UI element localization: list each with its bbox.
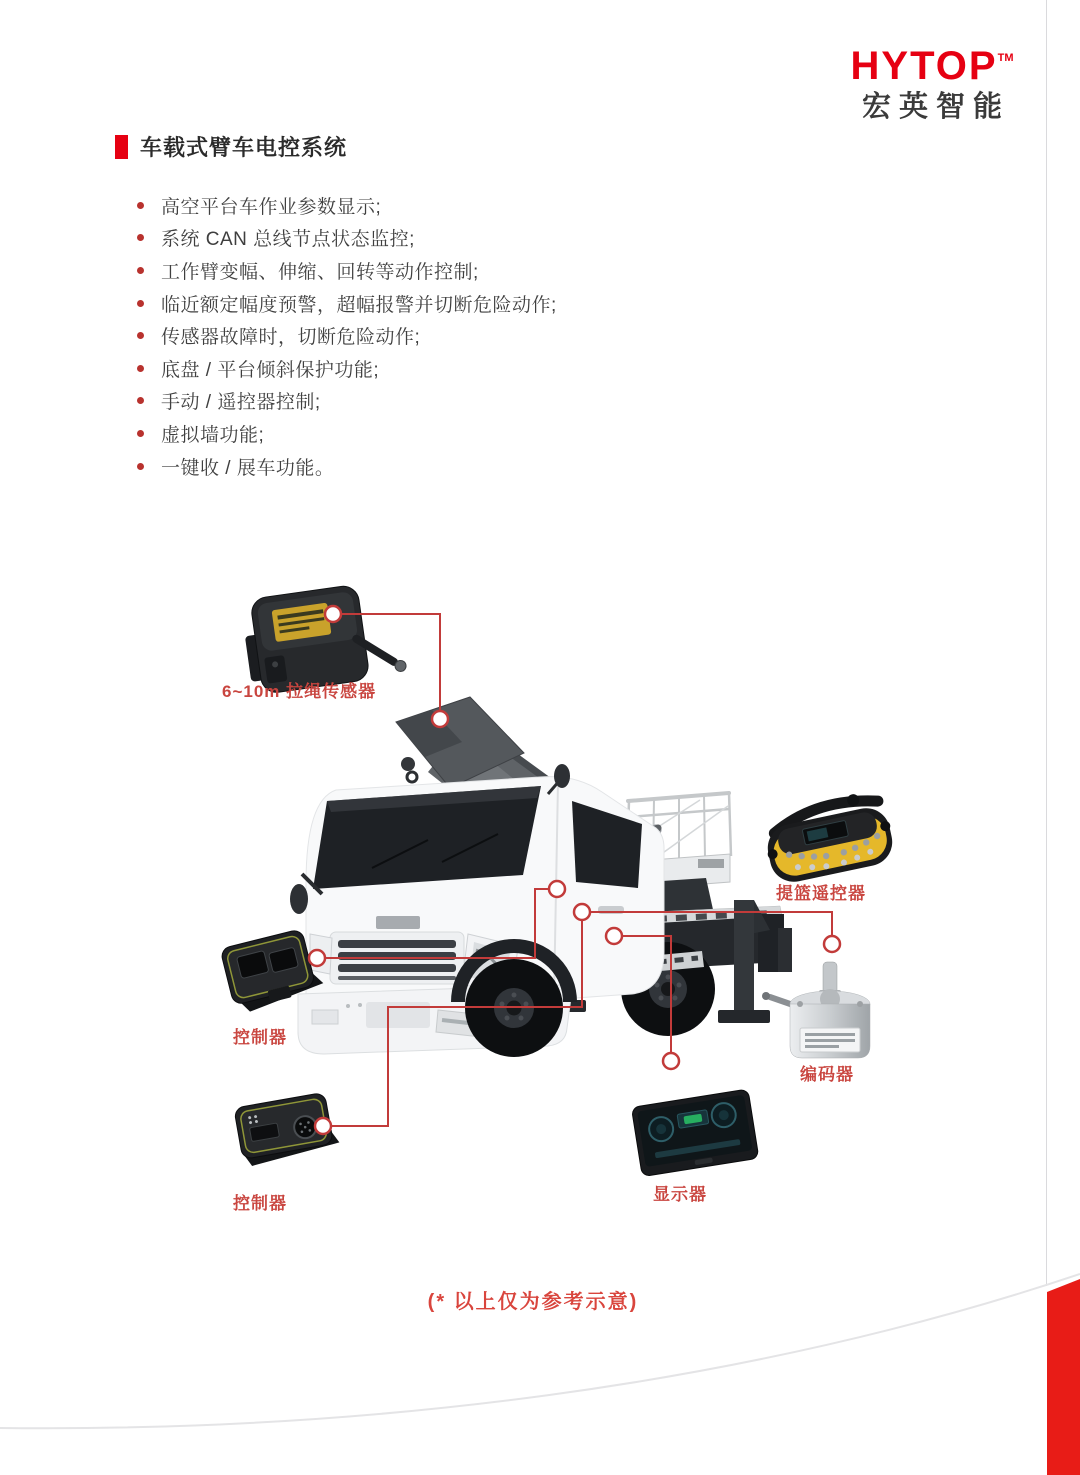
feature-item <box>137 385 557 418</box>
feature-text: 一键收 / 展车功能。 <box>161 457 335 479</box>
feature-text: 传感器故障时，切断危险动作; <box>161 327 421 349</box>
label-basket-remote: 提篮遥控器 <box>776 884 866 903</box>
feature-item <box>137 352 557 385</box>
bullet-dot <box>137 430 144 437</box>
footnote: (* 以上仅为参考示意) <box>427 1291 639 1313</box>
feature-text: 手动 / 遥控器控制; <box>161 392 321 414</box>
truck-illustration <box>290 697 792 1057</box>
label-controller-upper: 控制器 <box>233 1028 287 1047</box>
feature-list <box>137 189 557 482</box>
section-header <box>115 131 347 162</box>
logo-wordmark <box>848 46 1016 86</box>
label-controller-lower: 控制器 <box>233 1194 287 1213</box>
feature-text: 系统 CAN 总线节点状态监控; <box>161 229 415 251</box>
feature-text: 虚拟墙功能; <box>161 424 265 446</box>
feature-text: 临近额定幅度预警，超幅报警并切断危险动作; <box>161 294 557 316</box>
bullet-dot <box>137 332 144 339</box>
bullet-dot <box>137 300 144 307</box>
feature-item <box>137 222 557 255</box>
bullet-dot <box>137 234 144 241</box>
feature-item <box>137 254 557 287</box>
feature-text: 底盘 / 平台倾斜保护功能; <box>161 359 380 381</box>
section-title: 车载式臂车电控系统 <box>140 135 348 160</box>
feature-item <box>137 417 557 450</box>
hytop-logo <box>848 46 1016 122</box>
bullet-dot <box>137 202 144 209</box>
feature-item <box>137 287 557 320</box>
logo-trademark: TM <box>997 52 1014 64</box>
feature-text: 工作臂变幅、伸缩、回转等动作控制; <box>161 261 479 283</box>
logo-brand-text: HYTOP <box>850 44 998 88</box>
bullet-dot <box>137 397 144 404</box>
feature-item <box>137 189 557 222</box>
bullet-dot <box>137 463 144 470</box>
label-rope-sensor: 6~10m 拉绳传感器 <box>222 682 377 701</box>
bullet-dot <box>137 267 144 274</box>
logo-cn-text: 宏英智能 <box>861 91 1010 123</box>
encoder-illustration <box>762 962 870 1058</box>
bullet-dot <box>137 365 144 372</box>
feature-text: 高空平台车作业参数显示; <box>161 196 382 218</box>
feature-item <box>137 319 557 352</box>
basket-remote-illustration <box>759 788 898 887</box>
display-illustration <box>631 1089 758 1177</box>
system-diagram <box>0 560 1080 1240</box>
label-encoder: 编码器 <box>800 1065 854 1084</box>
section-marker <box>115 135 128 159</box>
label-display: 显示器 <box>653 1185 707 1204</box>
truck-cab <box>290 764 664 1057</box>
feature-item <box>137 450 557 483</box>
